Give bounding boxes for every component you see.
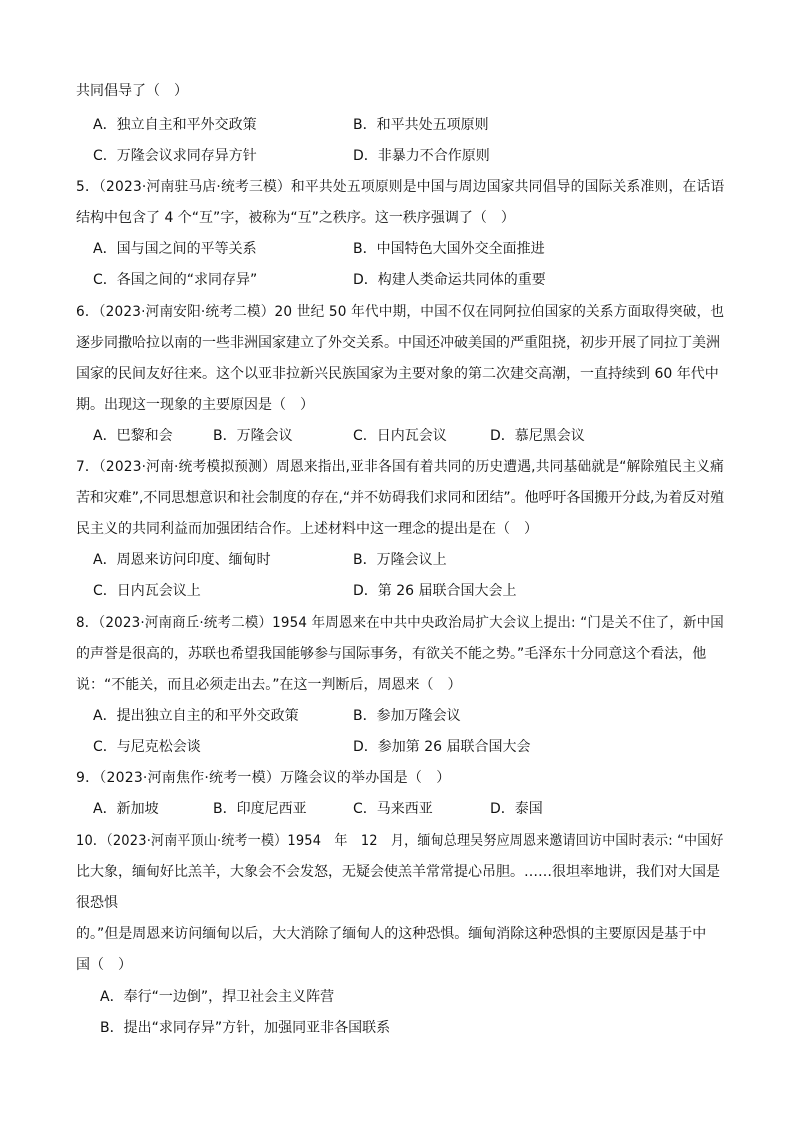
option-c: C．日内瓦会议上	[93, 583, 201, 599]
question-10-line-2: 比大象，缅甸好比羔羊，大象会不会发怒，无疑会使羔羊常常提心吊胆。……很坦率地讲，我们对大国是	[76, 864, 720, 880]
option-a: A．独立自主和平外交政策	[93, 117, 257, 133]
question-8-line-1: 8．（2023·河南商丘·统考二模）1954 年周恩来在中共中央政治局扩大会议上提出: “门是关不住了，新中国	[76, 615, 724, 631]
question-10-line-5: 国（ ）	[76, 957, 132, 973]
option-b: B．万隆会议上	[353, 552, 447, 568]
question-8-line-3: 说：“不能关，而且必须走出去。”在这一判断后，周恩来（ ）	[76, 677, 462, 693]
question-10-line-3: 很恐惧	[76, 895, 118, 911]
option-a: A．新加坡	[93, 801, 159, 817]
option-c: C．日内瓦会议	[353, 428, 447, 444]
option-d: D．泰国	[490, 801, 543, 817]
question-stem: 共同倡导了（ ）	[76, 83, 188, 99]
question-7-line-2: 苦和灾难”,不同思想意识和社会制度的存在,“并不妨碍我们求同和团结”。他呼吁各国搬开分歧,为着反对殖	[76, 490, 725, 506]
option-d: D．构建人类命运共同体的重要	[353, 272, 546, 288]
question-7-line-1: 7．（2023·河南·统考模拟预测）周恩来指出,亚非各国有着共同的历史遭遇,共同基础就是“解除殖民主义痛	[76, 459, 724, 475]
question-6-line-3: 国家的民间友好往来。这个以亚非拉新兴民族国家为主要对象的第二次建交高潮，一直持续到 60 年代中	[76, 366, 719, 382]
option-c: C．各国之间的“求同存异”	[93, 272, 258, 288]
option-a: A．巴黎和会	[93, 428, 173, 444]
question-6-line-2: 逐步同撒哈拉以南的一些非洲国家建立了外交关系。中国还冲破美国的严重阻挠，初步开展了同拉丁美洲	[76, 335, 720, 351]
option-d: D．非暴力不合作原则	[353, 148, 490, 164]
option-c: C．马来西亚	[353, 801, 433, 817]
option-b: B．提出“求同存异”方针，加强同亚非各国联系	[100, 1020, 391, 1036]
option-b: B．中国特色大国外交全面推进	[353, 241, 545, 257]
option-c: C．万隆会议求同存异方针	[93, 148, 257, 164]
question-5-line-2: 结构中包含了 4 个“互”字，被称为“互”之秩序。这一秩序强调了（ ）	[76, 210, 515, 226]
question-7-line-3: 民主义的共同利益而加强团结合作。上述材料中这一理念的提出是在（ ）	[76, 521, 538, 537]
option-d: D．第 26 届联合国大会上	[353, 583, 517, 599]
option-b: B．印度尼西亚	[213, 801, 307, 817]
option-b: B．参加万隆会议	[353, 708, 461, 724]
option-c: C．与尼克松会谈	[93, 739, 201, 755]
option-b: B．和平共处五项原则	[353, 117, 489, 133]
question-6-line-1: 6．（2023·河南安阳·统考二模）20 世纪 50 年代中期，中国不仅在同阿拉伯国家的关系方面取得突破，也	[76, 304, 725, 320]
option-a: A．提出独立自主的和平外交政策	[93, 708, 299, 724]
question-10-line-4: 的。”但是周恩来访问缅甸以后，大大消除了缅甸人的这种恐惧。缅甸消除这种恐惧的主要原因是基于中	[76, 926, 707, 942]
option-d: D．慕尼黑会议	[490, 428, 585, 444]
question-10-line-1: 10．（2023·河南平顶山·统考一模）1954 年 12 月，缅甸总理吴努应周恩来邀请回访中国时表示: “中国好	[76, 833, 724, 849]
question-9-line-1: 9．（2023·河南焦作·统考一模）万隆会议的举办国是（ ）	[76, 770, 451, 786]
question-6-line-4: 期。出现这一现象的主要原因是（ ）	[76, 397, 314, 413]
question-5-line-1: 5．（2023·河南驻马店·统考三模）和平共处五项原则是中国与周边国家共同倡导的国际关系准则，在话语	[76, 179, 725, 195]
option-b: B．万隆会议	[213, 428, 293, 444]
option-a: A．国与国之间的平等关系	[93, 241, 257, 257]
option-a: A．周恩来访问印度、缅甸时	[93, 552, 271, 568]
option-a: A．奉行“一边倒”，捍卫社会主义阵营	[100, 989, 335, 1005]
option-d: D．参加第 26 届联合国大会	[353, 739, 531, 755]
question-8-line-2: 的声誉是很高的，苏联也希望我国能够参与国际事务，有欲关不能之势。”毛泽东十分同意这个看法，他	[76, 646, 707, 662]
